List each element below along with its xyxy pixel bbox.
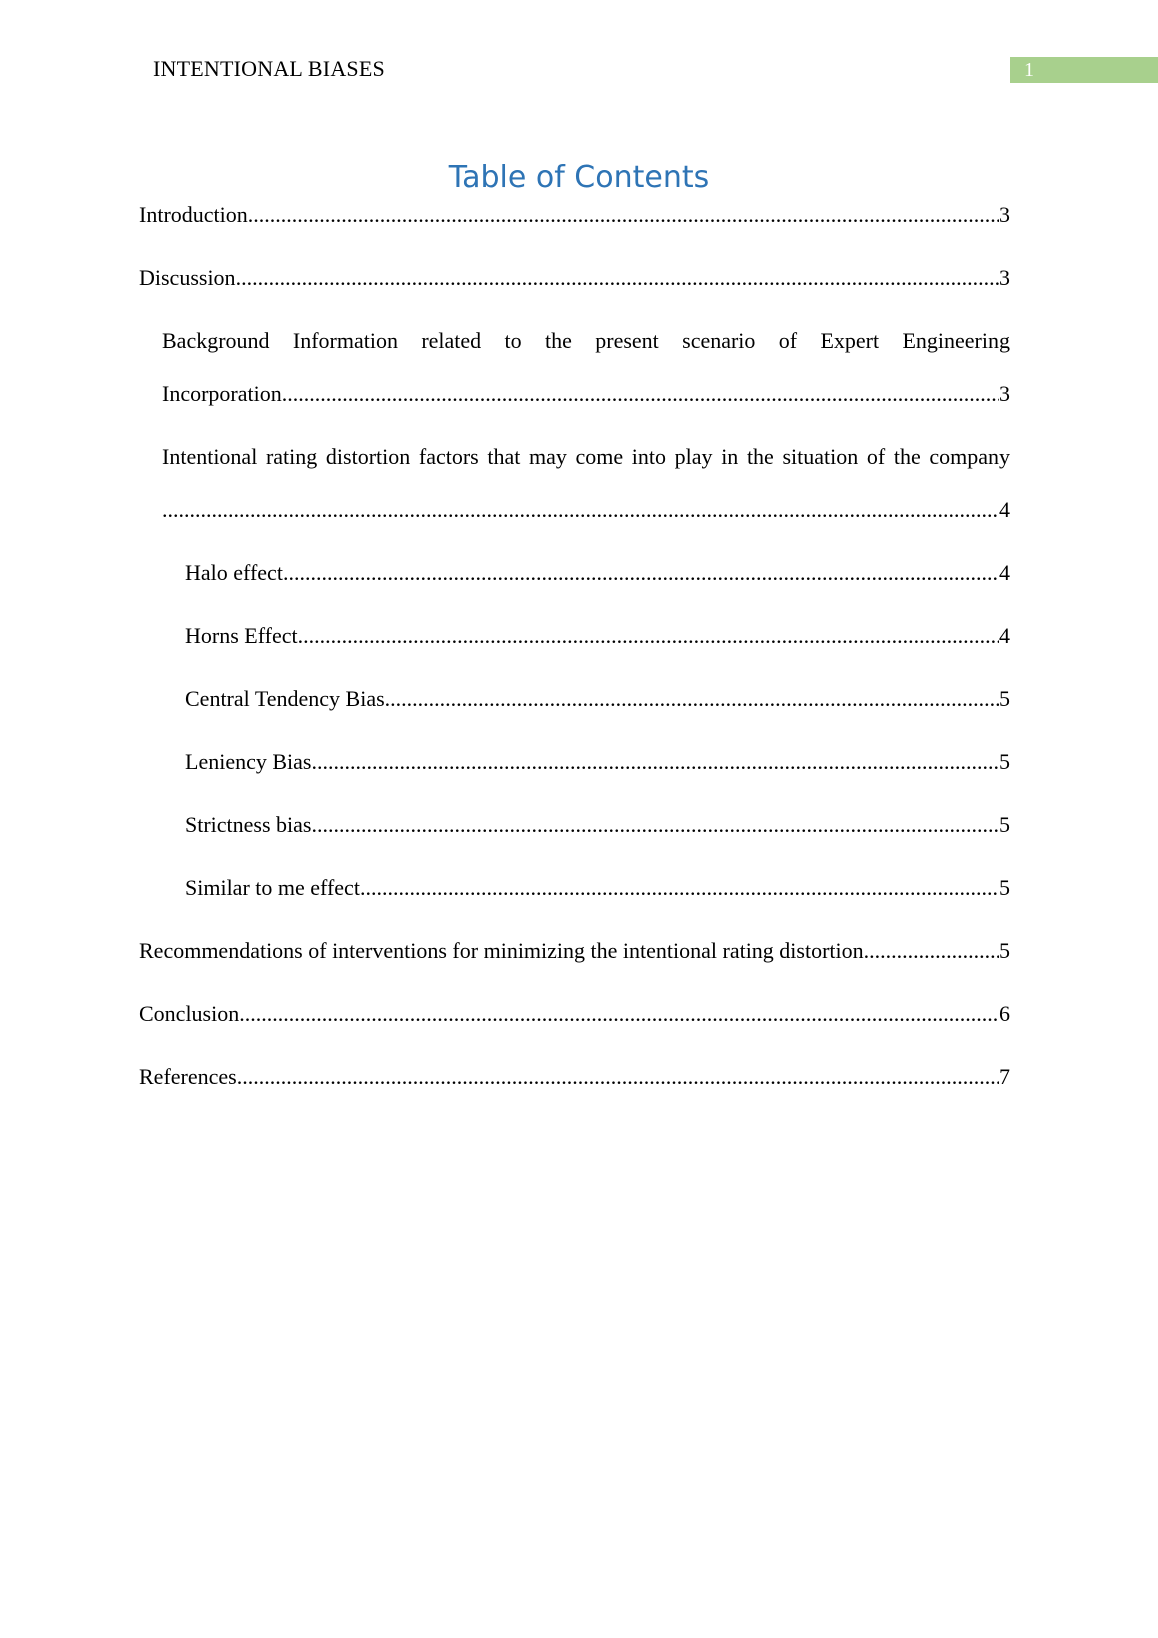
leader-dots <box>283 558 999 588</box>
toc-entry-introduction[interactable] <box>139 200 1010 263</box>
toc-entry-page: 4 <box>999 623 1010 648</box>
toc-entry-label-line1: Background Information related to the present scenario of Expert Engineering <box>162 328 1010 353</box>
leader-dots <box>162 495 999 525</box>
toc-entry-label: Strictness bias <box>185 812 312 837</box>
leader-dots <box>239 999 999 1029</box>
toc-entry-page: 3 <box>999 265 1010 290</box>
toc-entry-page: 5 <box>999 812 1010 837</box>
toc-entry-page: 5 <box>999 875 1010 900</box>
toc-entry-label: Halo effect <box>185 560 283 585</box>
toc-entry-page: 4 <box>999 497 1010 522</box>
leader-dots <box>236 263 999 293</box>
toc-entry-page: 3 <box>999 202 1010 227</box>
leader-dots <box>248 200 999 230</box>
toc-entry-label: Leniency Bias <box>185 749 312 774</box>
toc-entry-similar-to-me-effect[interactable] <box>139 873 1010 936</box>
toc-entry-recommendations[interactable] <box>139 936 1010 999</box>
toc-entry-conclusion[interactable] <box>139 999 1010 1062</box>
leader-dots <box>282 379 999 409</box>
leader-dots <box>298 621 999 651</box>
running-head: INTENTIONAL BIASES <box>153 56 385 81</box>
toc-entry-label-line1: Intentional rating distortion factors that may come into play in the situation of the company <box>162 444 1010 469</box>
toc-entry-page: 4 <box>999 560 1010 585</box>
toc-entry-horns-effect[interactable] <box>139 621 1010 684</box>
toc-entry-label: Discussion <box>139 265 236 290</box>
toc-entry-intentional-rating-distortion-factors[interactable] <box>139 442 1010 558</box>
toc-entry-page: 7 <box>999 1064 1010 1089</box>
toc-entry-leniency-bias[interactable] <box>139 747 1010 810</box>
leader-dots <box>360 873 999 903</box>
toc-entry-discussion[interactable] <box>139 263 1010 326</box>
toc-entry-label: Central Tendency Bias <box>185 686 385 711</box>
toc-entry-label: Recommendations of interventions for minimizing the intentional rating distortion <box>139 938 864 963</box>
toc-entry-label: Similar to me effect <box>185 875 360 900</box>
table-of-contents <box>139 200 1010 1125</box>
toc-entry-halo-effect[interactable] <box>139 558 1010 621</box>
toc-entry-background-information[interactable] <box>139 326 1010 442</box>
toc-entry-page: 5 <box>999 686 1010 711</box>
toc-entry-label: Introduction <box>139 202 248 227</box>
toc-title: Table of Contents <box>448 160 710 195</box>
toc-entry-references[interactable] <box>139 1062 1010 1125</box>
toc-entry-page: 6 <box>999 1001 1010 1026</box>
toc-entry-page: 5 <box>999 938 1010 963</box>
toc-entry-page: 3 <box>999 381 1010 406</box>
leader-dots <box>311 747 999 777</box>
leader-dots <box>864 936 999 966</box>
toc-entry-strictness-bias[interactable] <box>139 810 1010 873</box>
toc-entry-label: Horns Effect <box>185 623 298 648</box>
leader-dots <box>385 684 999 714</box>
toc-entry-label: Conclusion <box>139 1001 240 1026</box>
toc-entry-page: 5 <box>999 749 1010 774</box>
toc-entry-label-line2: Incorporation <box>162 381 282 406</box>
page-number: 1 <box>1024 59 1034 81</box>
leader-dots <box>312 810 1000 840</box>
toc-entry-central-tendency-bias[interactable] <box>139 684 1010 747</box>
page-number-box <box>1010 57 1158 83</box>
leader-dots <box>237 1062 999 1092</box>
toc-entry-label: References <box>139 1064 237 1089</box>
